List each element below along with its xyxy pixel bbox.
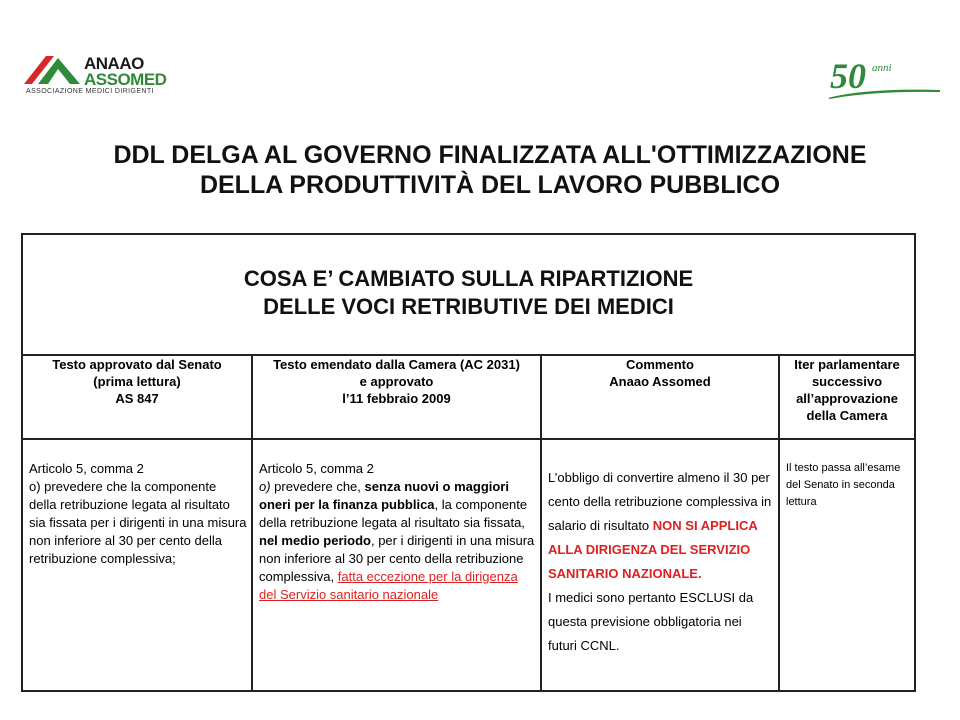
cell-commento — [541, 439, 779, 691]
camera-exception-text: fatta eccezione per la dirigenza del Servizio sanitario nazionale — [259, 569, 518, 602]
camera-article-ref: Articolo 5, comma 2 — [259, 461, 374, 476]
page-title-line2: DELLA PRODUTTIVITÀ DEL LAVORO PUBBLICO — [199, 171, 781, 199]
cell-camera — [252, 439, 541, 691]
header-camera-line: l’11 febbraio 2009 — [342, 391, 451, 406]
logo-subtitle: ASSOCIAZIONE MEDICI DIRIGENTI — [26, 88, 154, 95]
camera-body-3: , la componente della retribuzione legata al risultato sia fissata, — [259, 497, 528, 530]
logo-assomed-text: ASSOMED — [84, 70, 167, 89]
camera-body-1: prevedere che, — [270, 479, 365, 494]
commento-intro: L’obbligo di convertire almeno il 30 per cento della retribuzione complessiva in salario di risultato — [548, 470, 772, 533]
page-title — [60, 140, 920, 200]
logo-fifty-number: 50 — [830, 56, 866, 96]
cell-senato — [22, 439, 252, 691]
camera-body-5: , per i dirigenti in una misura non inferiore al 30 per cento della retribuzione complessiva, — [259, 533, 535, 584]
senato-body: prevedere che la componente della retribuzione legata al risultato sia fissata per i dirigenti in una misura non inferiore al 30 per cento della retribuzione complessiva; — [29, 479, 247, 566]
page-title-line1: DDL DELGA AL GOVERNO FINALIZZATA ALL'OTTIMIZZAZIONE — [113, 141, 867, 169]
commento-outro: I medici sono pertanto ESCLUSI da questa previsione obbligatoria nei futuri CCNL. — [548, 590, 754, 653]
header-camera — [252, 355, 541, 439]
header-iter-line: all’approvazione — [796, 391, 898, 406]
iter-text: Il testo passa all’esame del Senato in seconda lettura — [786, 462, 901, 508]
header-commento — [541, 355, 779, 439]
header-commento-line: Anaao Assomed — [609, 374, 711, 389]
comparison-table — [21, 233, 916, 692]
header-senato — [22, 355, 252, 439]
header-senato-line: AS 847 — [115, 391, 159, 406]
table-banner — [22, 234, 915, 355]
header-senato-line: Testo approvato dal Senato — [52, 357, 222, 372]
logo-anaao-text: ANAAO — [84, 54, 144, 73]
header-camera-line: Testo emendato dalla Camera (AC 2031) — [273, 357, 520, 372]
fifty-years-logo — [826, 58, 942, 104]
cell-iter — [779, 439, 915, 691]
swoosh-icon — [826, 86, 942, 100]
camera-letter: o) — [259, 479, 271, 494]
header-iter-line: della Camera — [806, 408, 888, 423]
logo-anni-text: anni — [872, 62, 892, 74]
banner-line1: COSA E’ CAMBIATO SULLA RIPARTIZIONE — [243, 266, 694, 291]
camera-body-4: nel medio periodo — [259, 533, 371, 548]
anaao-assomed-logo — [24, 52, 167, 98]
senato-text — [29, 478, 247, 568]
header-iter-line: successivo — [811, 374, 883, 389]
senato-letter: o) — [29, 479, 41, 494]
header-senato-line: (prima lettura) — [93, 374, 181, 389]
header-iter — [779, 355, 915, 439]
header-camera-line: e approvato — [359, 374, 434, 389]
camera-text — [259, 478, 536, 604]
commento-red-text: NON SI APPLICA ALLA DIRIGENZA DEL SERVIZIO SANITARIO NAZIONALE. — [548, 518, 758, 581]
header-iter-line: Iter parlamentare — [794, 357, 900, 372]
banner-line2: DELLE VOCI RETRIBUTIVE DEI MEDICI — [263, 294, 674, 319]
camera-body-2: senza nuovi o maggiori oneri per la finanza pubblica — [259, 479, 509, 512]
anaao-roof-icon — [24, 54, 82, 84]
senato-article-ref: Articolo 5, comma 2 — [29, 461, 144, 476]
header-commento-line: Commento — [626, 357, 694, 372]
